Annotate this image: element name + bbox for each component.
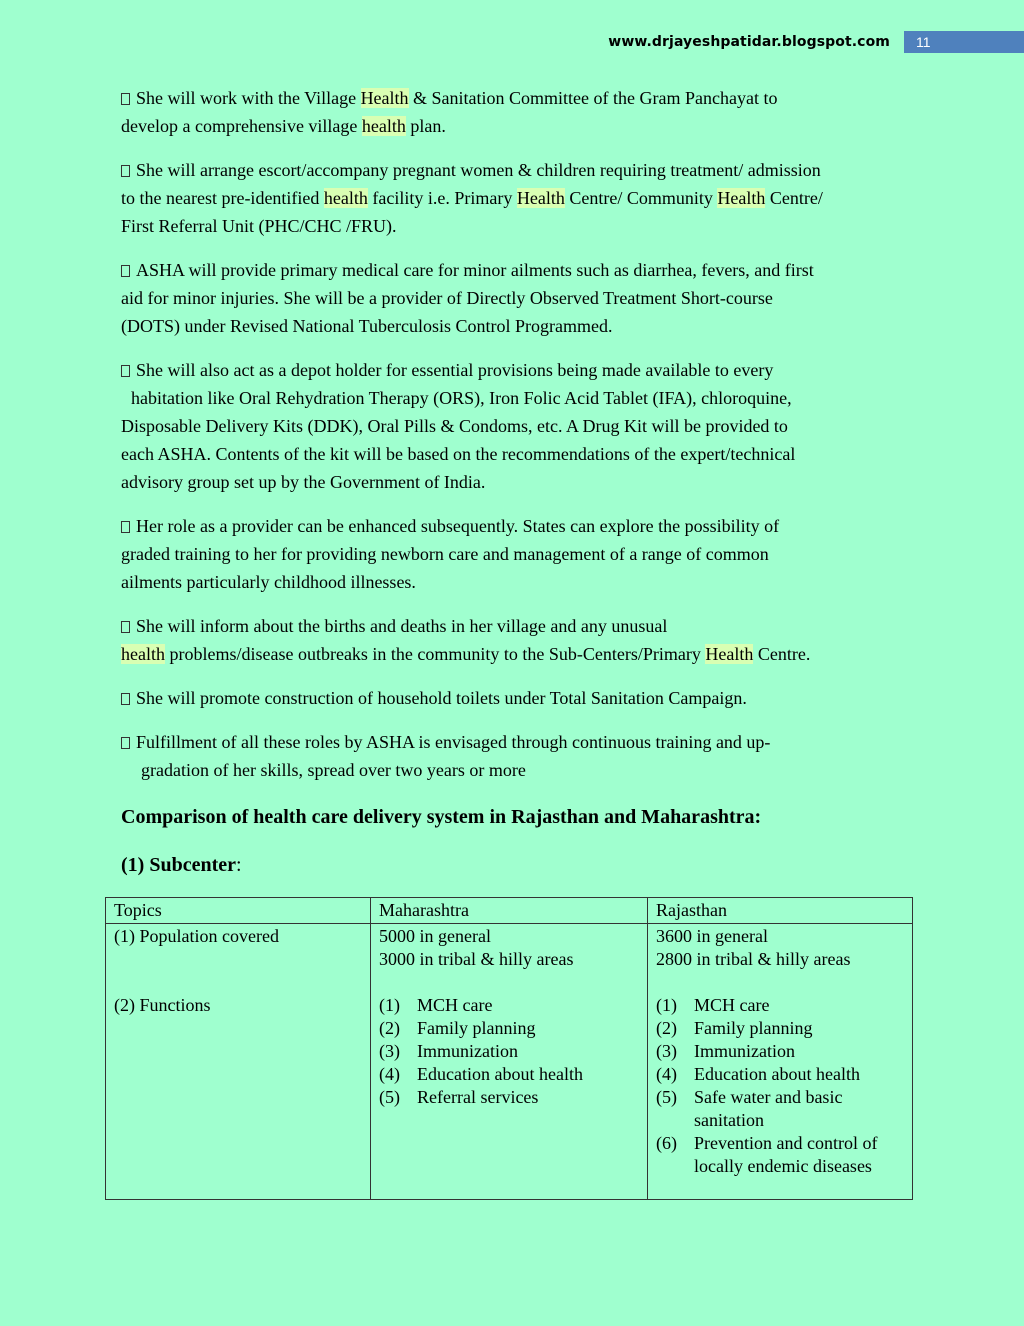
bullet-box-icon	[121, 621, 130, 633]
paragraph-escort: She will arrange escort/accompany pregnant women & children requiring treatment/ admission to the nearest pre-identified health facility i.e. Primary Health Centre/ Community Health Centre/ First Referral Unit (PHC/CHC /FRU).	[121, 160, 823, 236]
list-item: (4) Education about health	[379, 1064, 583, 1084]
bullet-box-icon	[121, 93, 130, 105]
bullet-box-icon	[121, 693, 130, 705]
paragraph-toilets: She will promote construction of household toilets under Total Sanitation Campaign.	[121, 684, 911, 712]
list-item: (4) Education about health	[656, 1064, 860, 1084]
list-item: (1) MCH care	[656, 995, 770, 1015]
highlight-health: health	[361, 116, 406, 136]
site-url: www.drjayeshpatidar.blogspot.com	[608, 34, 890, 50]
paragraph-fulfillment: Fulfillment of all these roles by ASHA is envisaged through continuous training and up- gradation of her skills, spread over two years or more	[121, 728, 911, 784]
highlight-health: Health	[717, 188, 766, 208]
highlight-health: Health	[360, 88, 409, 108]
rajasthan-cell: 3600 in general 2800 in tribal & hilly areas (1) MCH care (2) Family planning (3) Immunization (4) Education about health (5) Safe water and basic sanitation (6) Prevention and control of locally endemic diseases	[648, 924, 913, 1200]
list-item: (2) Family planning	[656, 1018, 813, 1038]
column-header-topics: Topics	[106, 898, 371, 924]
sub-heading-subcenter: (1) Subcenter:	[121, 854, 242, 876]
highlight-health: Health	[516, 188, 565, 208]
paragraph-provider-role: Her role as a provider can be enhanced subsequently. States can explore the possibility of graded training to her for providing newborn care and management of a range of common ailments particularly childhood illnesses.	[121, 516, 780, 592]
column-header-maharashtra: Maharashtra	[371, 898, 648, 924]
bullet-box-icon	[121, 521, 130, 533]
highlight-health: Health	[705, 644, 754, 664]
column-header-rajasthan: Rajasthan	[648, 898, 913, 924]
comparison-table	[105, 897, 913, 1200]
bullet-box-icon	[121, 737, 130, 749]
bullet-box-icon	[121, 165, 130, 177]
bullet-box-icon	[121, 365, 130, 377]
list-item: (5) Safe water and basic sanitation	[656, 1087, 843, 1130]
table-row	[106, 924, 913, 1200]
paragraph-village-health-plan: She will work with the Village Health & Sanitation Committee of the Gram Panchayat to develop a comprehensive village health plan.	[121, 88, 778, 136]
page-header	[608, 31, 1024, 53]
paragraph-depot-holder: She will also act as a depot holder for essential provisions being made available to every habitation like Oral Rehydration Therapy (ORS), Iron Folic Acid Tablet (IFA), chloroquine, Disposable Delivery Kits (DDK), Oral Pills & Condoms, etc. A Drug Kit will be provided to each ASHA. Contents of the kit will be based on the recommendations of the expert/technical advisory group set up by the Government of India.	[121, 360, 796, 492]
highlight-health: health	[323, 188, 368, 208]
maharashtra-cell: 5000 in general 3000 in tribal & hilly areas (1) MCH care (2) Family planning (3) Immunization (4) Education about health (5) Referral services	[371, 924, 648, 1200]
page-number: 11	[904, 31, 1024, 53]
document-body	[121, 84, 911, 894]
paragraph-primary-care: ASHA will provide primary medical care for minor ailments such as diarrhea, fevers, and first aid for minor injuries. She will be a provider of Directly Observed Treatment Short-course (DOTS) under Revised National Tuberculosis Control Programmed.	[121, 260, 814, 336]
table-header-row	[106, 898, 913, 924]
list-item: (2) Family planning	[379, 1018, 536, 1038]
paragraph-births-deaths: She will inform about the births and deaths in her village and any unusual health problems/disease outbreaks in the community to the Sub-Centers/Primary Health Centre.	[121, 616, 811, 664]
bullet-box-icon	[121, 265, 130, 277]
list-item: (6) Prevention and control of locally endemic diseases	[656, 1133, 878, 1176]
topics-cell: (1) Population covered (2) Functions	[106, 924, 371, 1200]
list-item: (3) Immunization	[379, 1041, 518, 1061]
list-item: (1) MCH care	[379, 995, 493, 1015]
list-item: (3) Immunization	[656, 1041, 795, 1061]
highlight-health: health	[121, 644, 165, 664]
section-heading: Comparison of health care delivery system in Rajasthan and Maharashtra:	[121, 806, 762, 828]
list-item: (5) Referral services	[379, 1087, 539, 1107]
